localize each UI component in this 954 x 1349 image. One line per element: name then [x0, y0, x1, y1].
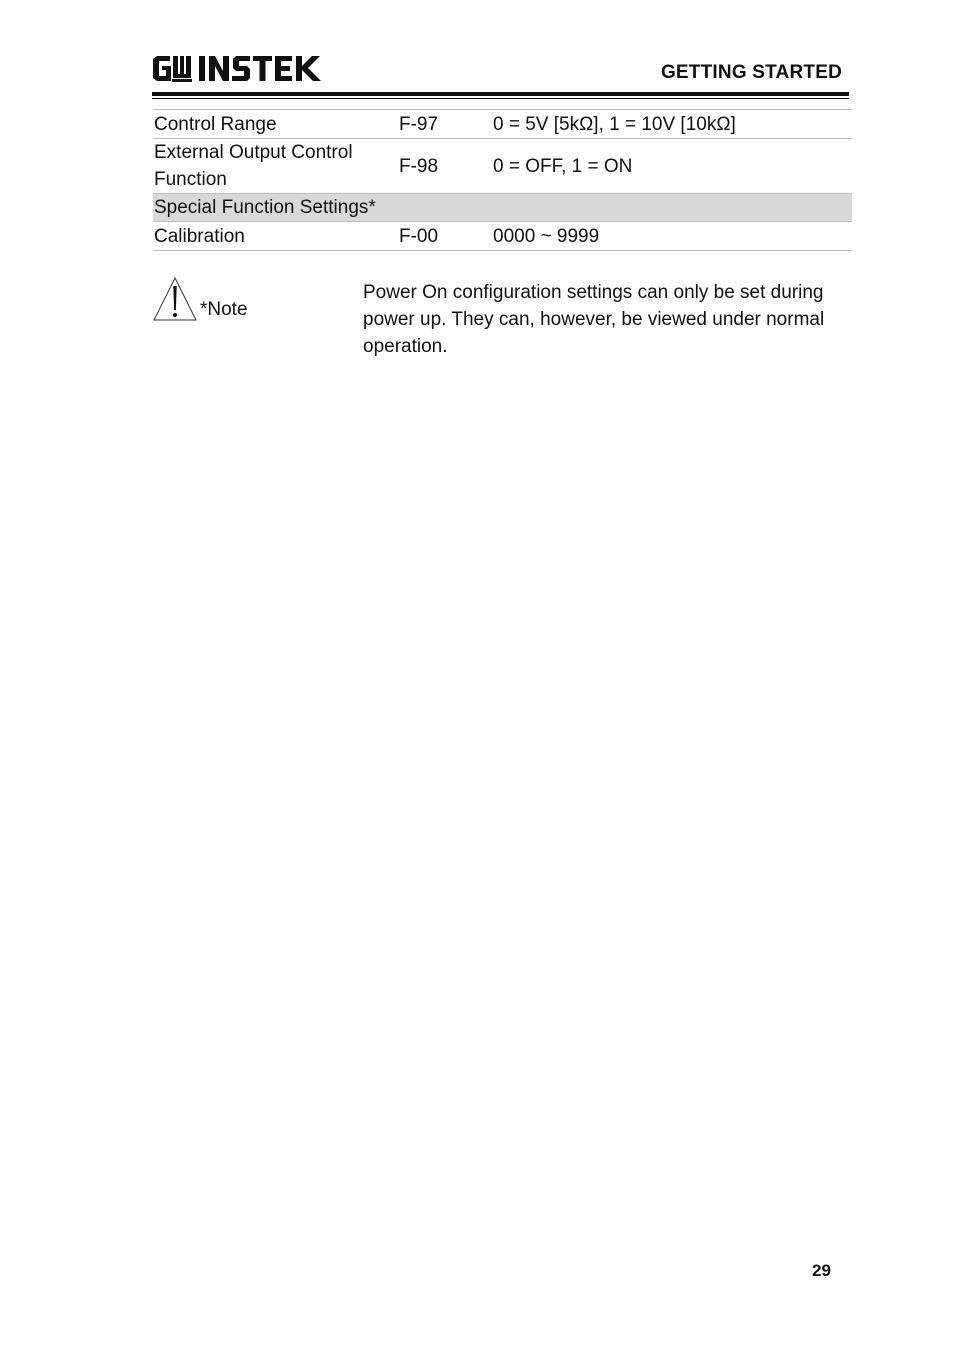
setting-code: F-00	[399, 225, 439, 247]
setting-value: 0000 ~ 9999	[493, 225, 600, 247]
header-rule-thin	[152, 98, 849, 99]
setting-code: F-98	[399, 155, 439, 177]
settings-table	[153, 109, 852, 251]
table-row	[153, 110, 852, 139]
table-row	[153, 139, 852, 194]
note-block	[153, 277, 853, 367]
warning-icon	[153, 277, 197, 321]
note-text: Power On configuration settings can only be set during power up. They can, however, be viewed under normal operation.	[363, 282, 825, 357]
setting-code: F-97	[399, 113, 439, 135]
header-rule	[152, 92, 849, 96]
page-number: 29	[812, 1261, 831, 1280]
section-title: GETTING STARTED	[660, 62, 842, 83]
gw-instek-logo	[153, 56, 323, 82]
table-row	[153, 222, 852, 251]
setting-value: 0 = OFF, 1 = ON	[493, 155, 633, 177]
table-group-heading	[153, 194, 852, 222]
setting-value: 0 = 5V [5kΩ], 1 = 10V [10kΩ]	[493, 113, 736, 135]
setting-name: External Output Control Function	[154, 142, 353, 190]
group-heading-label: Special Function Settings*	[154, 197, 376, 218]
setting-name: Calibration	[154, 225, 245, 247]
note-label: *Note	[200, 299, 248, 320]
setting-name: Control Range	[154, 113, 277, 135]
